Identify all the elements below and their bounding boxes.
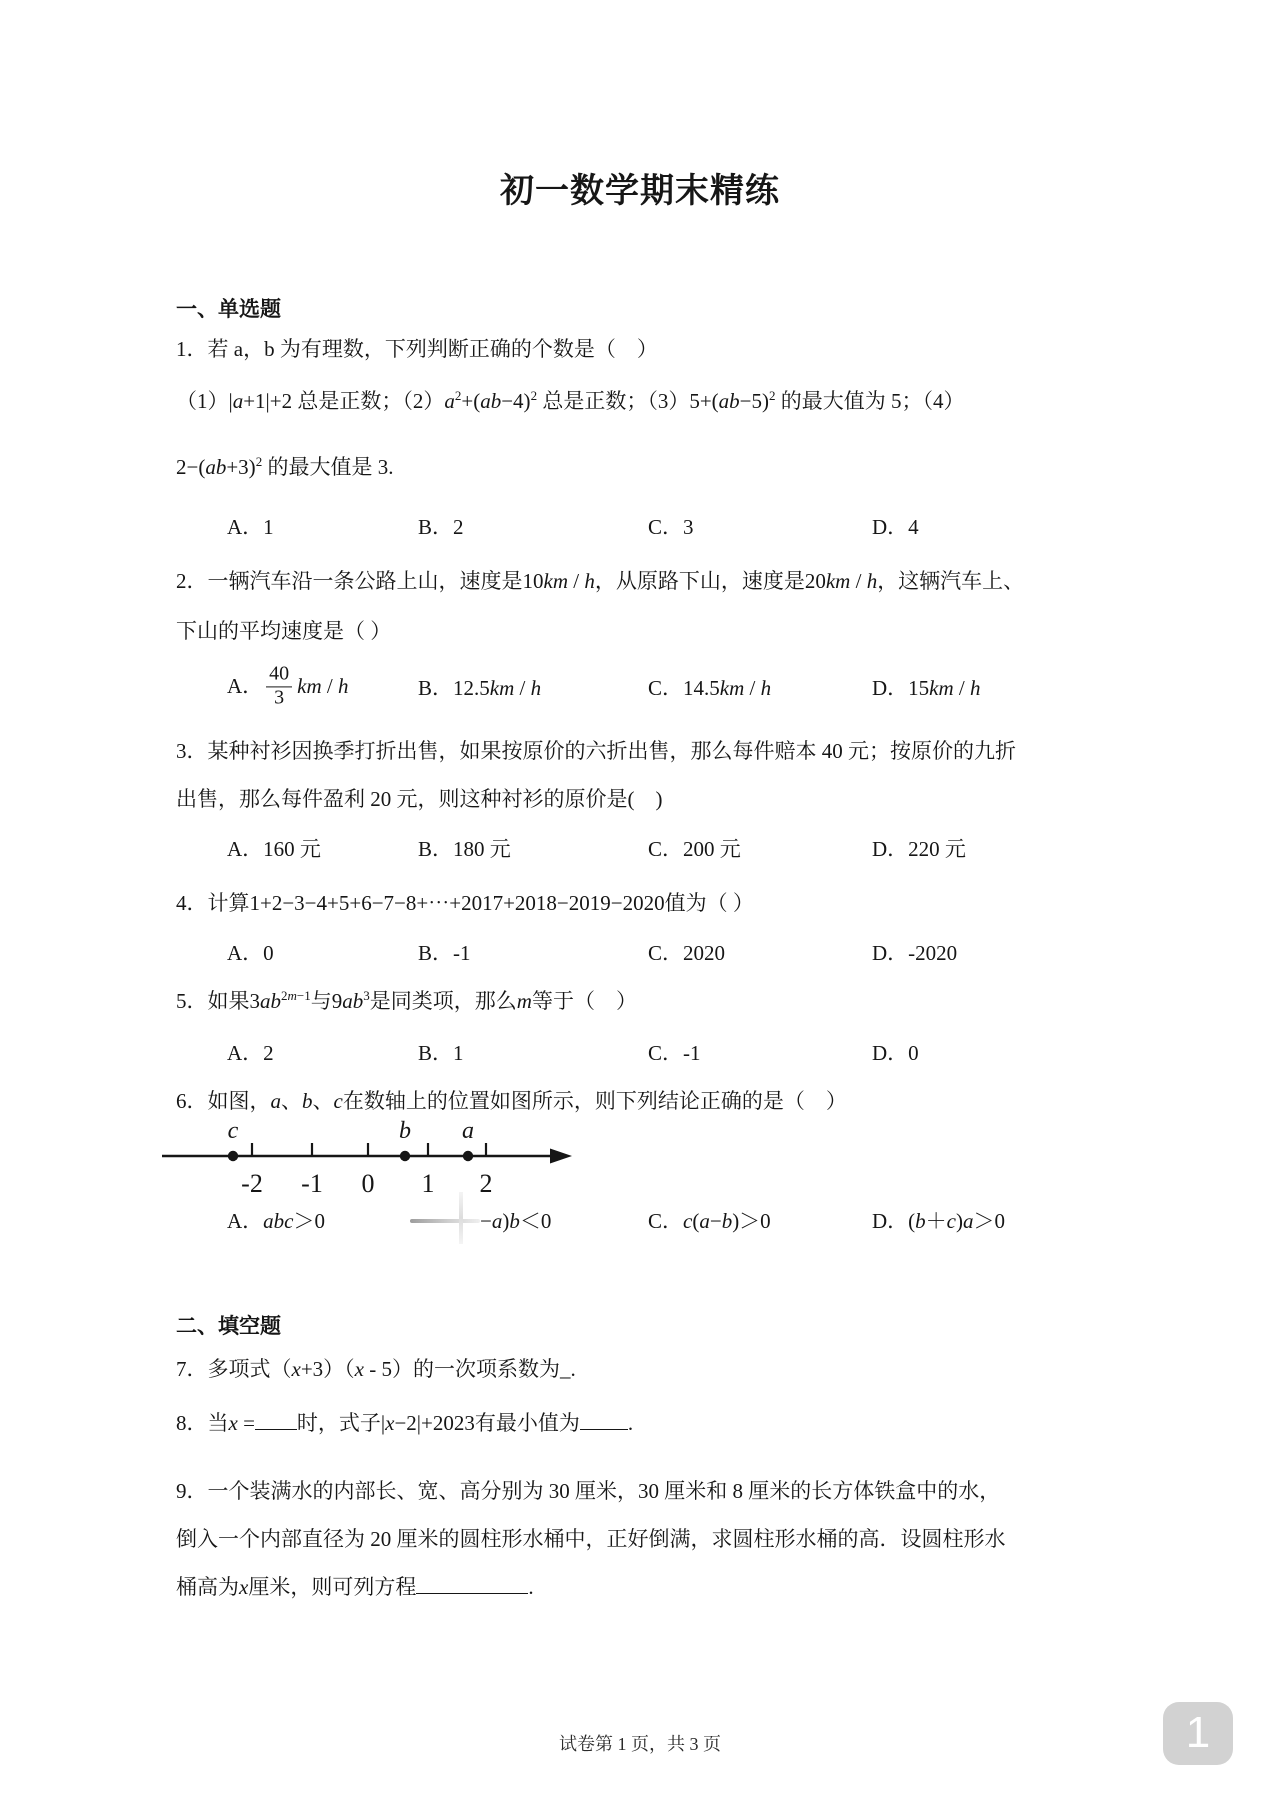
question-6-option-b-partial: −a)b＜0 <box>480 1209 552 1233</box>
question-3-option-d: D．220 元 <box>872 837 966 861</box>
section-heading-choice: 一、单选题 <box>176 298 281 321</box>
question-4-option-a: A．0 <box>227 941 274 965</box>
question-9-line3: 桶高为x厘米，则可列方程 . <box>176 1575 534 1599</box>
question-4-option-d: D．-2020 <box>872 941 958 965</box>
question-5-option-a: A．2 <box>227 1041 274 1065</box>
question-2-option-a <box>227 663 349 712</box>
numberline-svg <box>160 1116 580 1200</box>
question-6-option-d: D．(b＋c)a＞0 <box>872 1209 1005 1233</box>
question-3-line2: 出售，那么每件盈利 20 元，则这种衬衫的原价是( ) <box>176 787 663 811</box>
point-a-dot <box>463 1151 473 1161</box>
question-3-option-c: C．200 元 <box>648 837 741 861</box>
numberline-label-a: a <box>462 1118 474 1144</box>
question-9-line2: 倒入一个内部直径为 20 厘米的圆柱形水桶中，正好倒满，求圆柱形水桶的高．设圆柱形水 <box>176 1527 1006 1551</box>
question-6-option-c: C．c(a−b)＞0 <box>648 1209 771 1233</box>
numberline-figure <box>160 1116 580 1205</box>
page-title: 初一数学期末精练 <box>500 173 780 210</box>
question-2-line1: 2．一辆汽车沿一条公路上山，速度是10km / h，从原路下山，速度是20km / h，这辆汽车上、 <box>176 569 1025 593</box>
question-1-stem: 1．若 a，b 为有理数，下列判断正确的个数是（ ） <box>176 337 658 361</box>
page-footer: 试卷第 1 页，共 3 页 <box>559 1734 721 1754</box>
watermark-smudge-horizontal <box>410 1219 480 1223</box>
question-1-option-c: C．3 <box>648 515 694 539</box>
question-3-option-b: B．180 元 <box>418 837 511 861</box>
numberline-arrowhead <box>550 1149 572 1164</box>
numberline-num-one: 1 <box>421 1169 435 1198</box>
question-5-option-b: B．1 <box>418 1041 464 1065</box>
question-6-stem: 6．如图，a、b、c在数轴上的位置如图所示，则下列结论正确的是（ ） <box>176 1089 847 1113</box>
question-5-stem: 5．如果$3ab^{2m-1}$与$9ab^3$是同类项，那么m等于（ ） <box>176 988 637 1013</box>
question-2-option-b: B．12.5km / h <box>418 676 542 700</box>
question-1-option-d: D．4 <box>872 515 919 539</box>
question-9-line1: 9．一个装满水的内部长、宽、高分别为 30 厘米，30 厘米和 8 厘米的长方体铁盒中的水， <box>176 1479 1001 1503</box>
question-1-line3: $2-(ab+3)^2$ 的最大值是 3. <box>176 454 394 479</box>
numberline-label-c: c <box>227 1118 239 1144</box>
question-4-option-c: C．2020 <box>648 941 726 965</box>
question-5-option-d: D．0 <box>872 1041 919 1065</box>
numberline-num-minus1: -1 <box>301 1169 323 1198</box>
question-4-option-b: B．-1 <box>418 941 471 965</box>
fraction-numerator: 40 <box>266 663 292 687</box>
point-b-dot <box>400 1151 410 1161</box>
question-4-stem: 4．计算1+2−3−4+5+6−7−8+⋯+2017+2018−2019−2020值为（ ） <box>176 891 754 915</box>
question-3-option-a: A．160 元 <box>227 837 321 861</box>
numberline-num-zero: 0 <box>361 1169 375 1198</box>
option-a-unit: km / h <box>297 673 349 698</box>
question-2-option-d: D．15km / h <box>872 676 981 700</box>
fraction-40-3 <box>266 663 292 708</box>
question-2-line2: 下山的平均速度是（ ） <box>176 619 392 643</box>
numberline-num-two: 2 <box>479 1169 493 1198</box>
question-8-stem: 8．当x = 时，式子|x−2|+2023有最小值为 . <box>176 1411 634 1435</box>
page-number-badge: 1 <box>1163 1702 1233 1765</box>
question-6-option-a: A．abc＞0 <box>227 1209 325 1233</box>
section-heading-blank: 二、填空题 <box>176 1315 281 1338</box>
question-3-line1: 3．某种衬衫因换季打折出售，如果按原价的六折出售，那么每件赔本 40 元；按原价的九折 <box>176 739 1016 763</box>
numberline-label-b: b <box>399 1118 411 1144</box>
watermark-smudge-vertical <box>459 1192 463 1244</box>
question-2-option-c: C．14.5km / h <box>648 676 772 700</box>
question-1-option-a: A．1 <box>227 515 274 539</box>
option-a-label: A． <box>227 673 264 698</box>
question-1-option-b: B．2 <box>418 515 464 539</box>
point-c-dot <box>228 1151 238 1161</box>
question-5-option-c: C．-1 <box>648 1041 701 1065</box>
numberline-num-minus2: -2 <box>241 1169 263 1198</box>
question-1-line2: （1）|a+1|+2 总是正数；$(2)a^2+(ab-4)^2$ 总是正数；$(3)5+(ab-5)^2$ 的最大值为 5；（4） <box>176 388 965 413</box>
question-7-stem: 7．多项式（x+3）（x - 5）的一次项系数为_. <box>176 1357 576 1381</box>
fraction-denominator: 3 <box>274 686 285 708</box>
